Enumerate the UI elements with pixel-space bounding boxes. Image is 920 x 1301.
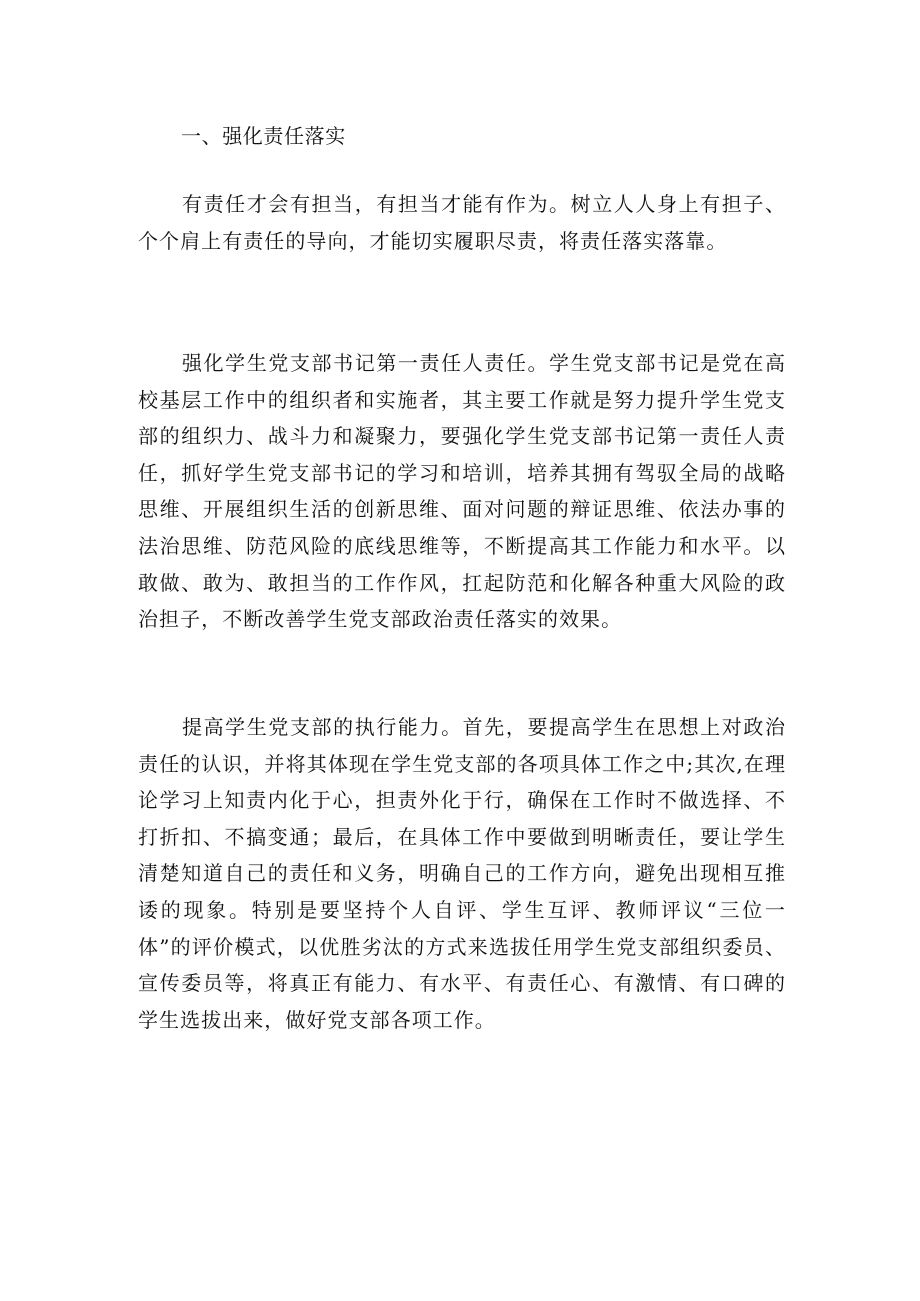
paragraph-branch-secretary: 强化学生党支部书记第一责任人责任。学生党支部书记是党在高校基层工作中的组织者和实施者，其主要工作就是努力提升学生党支部的组织力、战斗力和凝聚力，要强化学生党支部书记第一责任人责任，抓好学生党支部书记的学习和培训，培养其拥有驾驭全局的战略思维、开展组织生活的创新思维、面对问题的辩证思维、依法办事的法治思维、防范风险的底线思维等，不断提高其工作能力和水平。以敢做、敢为、敢担当的工作作风，扛起防范和化解各种重大风险的政治担子，不断改善学生党支部政治责任落实的效果。	[138, 351, 786, 632]
paragraph-execution-ability: 提高学生党支部的执行能力。首先，要提高学生在思想上对政治责任的认识，并将其体现在学生党支部的各项具体工作之中;其次,在理论学习上知责内化于心，担责外化于行，确保在工作时不做选择、不打折扣、不搞变通；最后，在具体工作中要做到明晰责任，要让学生清楚知道自己的责任和义务，明确自己的工作方向，避免出现相互推诿的现象。特别是要坚持个人自评、学生互评、教师评议“三位一体”的评价模式，以优胜劣汰的方式来选拔任用学生党支部组织委员、宣传委员等，将真正有能力、有水平、有责任心、有激情、有口碑的学生选拔出来，做好党支部各项工作。	[138, 715, 786, 1032]
section-heading: 一、强化责任落实	[181, 124, 346, 148]
paragraph-responsibility-intro: 有责任才会有担当，有担当才能有作为。树立人人身上有担子、个个肩上有责任的导向，才能切实履职尽责，将责任落实落靠。	[138, 192, 786, 253]
